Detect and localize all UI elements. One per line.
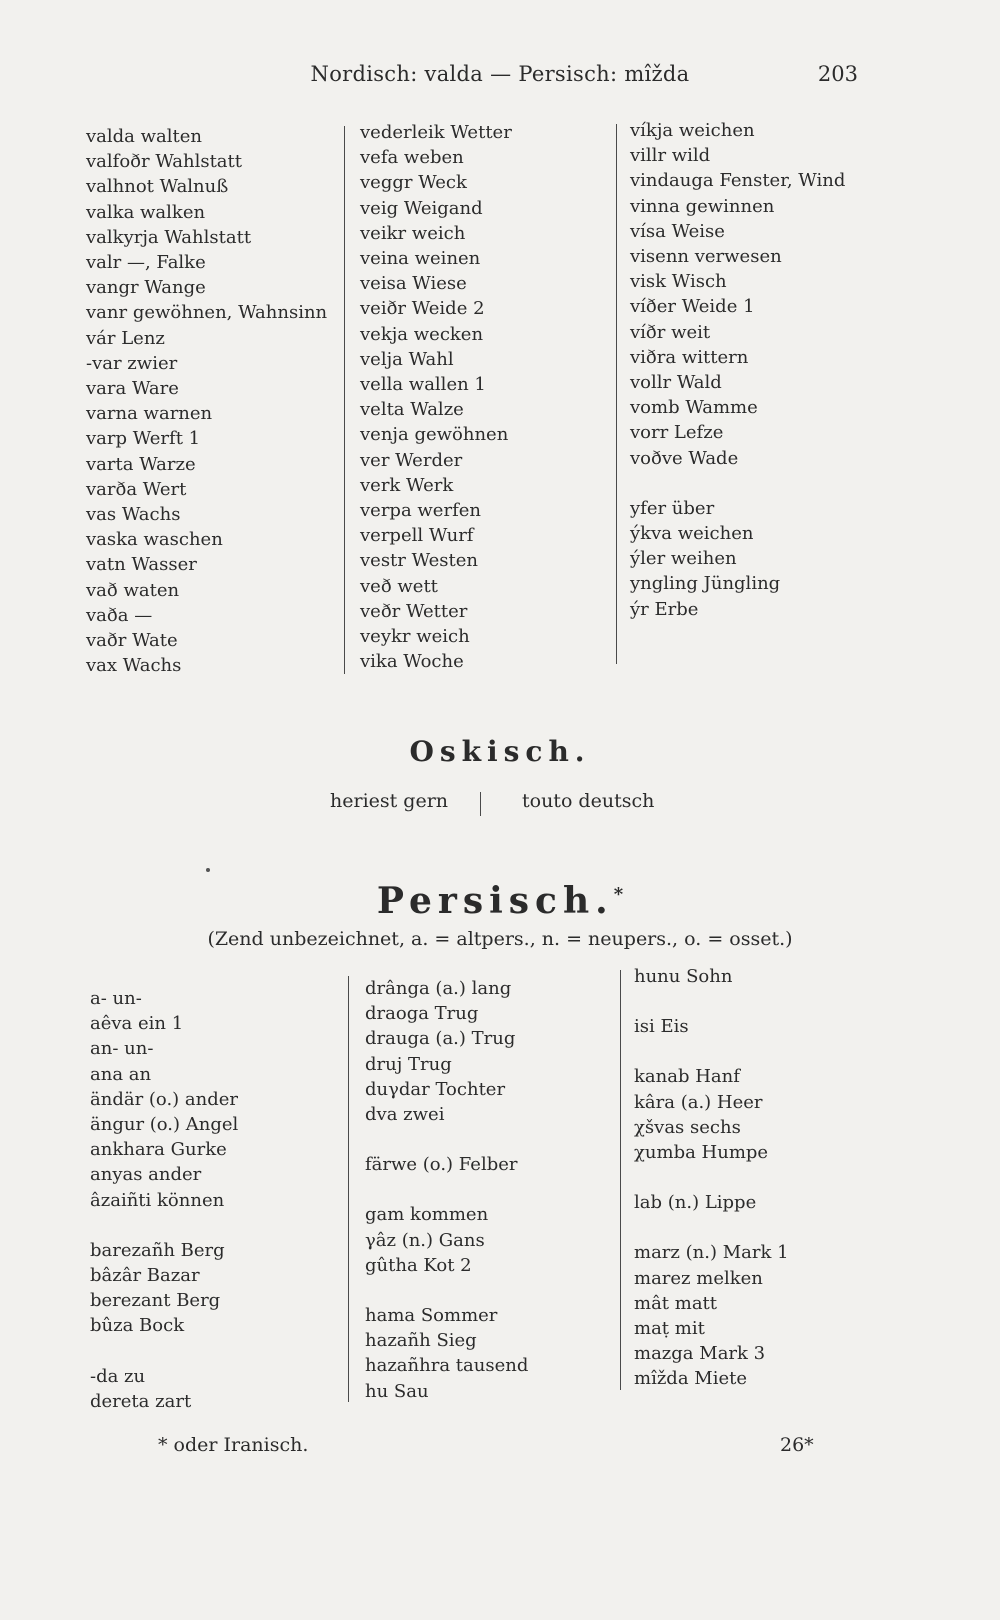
dictionary-entry: mât matt <box>634 1292 718 1314</box>
dictionary-entry: yfer über <box>630 497 715 519</box>
dictionary-entry: vaska waschen <box>86 529 223 551</box>
dictionary-entry: varna warnen <box>86 403 213 425</box>
dictionary-entry: varp Werft 1 <box>86 428 201 450</box>
dictionary-entry: χšvas sechs <box>634 1116 741 1138</box>
dictionary-entry: marz (n.) Mark 1 <box>634 1242 789 1264</box>
dictionary-entry: vella wallen 1 <box>360 374 486 396</box>
dictionary-entry: ýr Erbe <box>630 598 699 620</box>
dictionary-entry: villr wild <box>630 145 711 167</box>
dictionary-entry: vollr Wald <box>630 372 722 394</box>
persisch-column-2 <box>365 976 528 1404</box>
persisch-column-1-group <box>90 1364 238 1414</box>
dictionary-entry: velja Wahl <box>360 348 454 370</box>
persisch-column-2-group <box>365 1152 528 1177</box>
dictionary-entry: âzaiñti können <box>90 1189 225 1211</box>
nordisch-column-2 <box>360 120 512 674</box>
nordisch-column-1 <box>86 124 327 678</box>
dictionary-entry: vatn Wasser <box>86 554 197 576</box>
dictionary-entry: duγdar Tochter <box>365 1078 506 1100</box>
dictionary-entry: hu Sau <box>365 1380 429 1402</box>
dictionary-entry: bûza Bock <box>90 1315 185 1337</box>
dictionary-entry: kanab Hanf <box>634 1066 740 1088</box>
dictionary-entry: gûtha Kot 2 <box>365 1254 472 1276</box>
dictionary-entry: veikr weich <box>360 222 466 244</box>
dictionary-entry: barezañh Berg <box>90 1239 225 1261</box>
dictionary-entry: vika Woche <box>360 651 464 673</box>
dictionary-entry: vaða — <box>86 604 153 626</box>
persisch-column-3-group <box>634 964 789 989</box>
dictionary-entry: hunu Sohn <box>634 966 733 987</box>
dictionary-entry: ändär (o.) ander <box>90 1088 239 1110</box>
dictionary-entry: veig Weigand <box>360 197 483 219</box>
footnote-marker: * <box>613 884 624 905</box>
nordisch-column-3-group <box>630 118 845 471</box>
dictionary-entry: a- un- <box>90 988 142 1009</box>
dictionary-entry: ankhara Gurke <box>90 1139 227 1161</box>
dictionary-entry: hazañh Sieg <box>365 1330 477 1352</box>
dictionary-entry: -var zwier <box>86 352 178 374</box>
oskisch-entry: touto deutsch <box>522 790 655 812</box>
dictionary-entry: vísa Weise <box>630 220 725 242</box>
dictionary-entry: veð wett <box>360 575 438 597</box>
dictionary-entry: χumba Humpe <box>634 1142 769 1164</box>
dictionary-entry: vomb Wamme <box>630 397 758 419</box>
dictionary-entry: vefa weben <box>360 147 464 169</box>
dictionary-entry: vangr Wange <box>86 277 206 299</box>
dictionary-entry: visk Wisch <box>630 271 727 293</box>
running-title: Nordisch: valda — Persisch: mîžda <box>310 62 690 86</box>
persisch-column-3 <box>634 964 789 1392</box>
dictionary-entry: mazga Mark 3 <box>634 1343 766 1365</box>
persisch-column-3-group <box>634 1014 789 1039</box>
column-divider <box>344 126 345 674</box>
dictionary-entry: verpell Wurf <box>360 525 474 547</box>
dictionary-entry: an- un- <box>90 1038 154 1060</box>
page-number: 203 <box>817 62 858 86</box>
persisch-column-3-group <box>634 1190 789 1215</box>
dictionary-entry: drauga (a.) Trug <box>365 1028 516 1050</box>
persisch-column-2-group <box>365 1303 528 1404</box>
dictionary-entry: gam kommen <box>365 1204 489 1226</box>
dictionary-entry: veggr Weck <box>360 172 467 194</box>
dictionary-entry: verpa werfen <box>360 500 481 522</box>
dictionary-entry: ýkva weichen <box>630 523 754 545</box>
dictionary-entry: verk Werk <box>360 474 454 496</box>
ink-speck <box>206 868 210 872</box>
dictionary-entry: veiðr Weide 2 <box>360 298 485 320</box>
dictionary-entry: drânga (a.) lang <box>365 978 512 999</box>
dictionary-entry: vestr Westen <box>360 550 479 572</box>
page-header <box>0 62 1000 92</box>
dictionary-entry: bâzâr Bazar <box>90 1265 200 1287</box>
persisch-heading <box>0 880 1000 922</box>
dictionary-entry: varða Wert <box>86 478 187 500</box>
oskisch-heading: Oskisch. <box>409 735 591 768</box>
dictionary-entry: ana an <box>90 1063 152 1085</box>
dictionary-entry: víðr weit <box>630 321 711 343</box>
dictionary-entry: voðve Wade <box>630 447 739 469</box>
dictionary-entry: hama Sommer <box>365 1305 498 1327</box>
dictionary-entry: veðr Wetter <box>360 600 468 622</box>
column-divider <box>616 124 617 664</box>
column-divider <box>480 792 481 816</box>
dictionary-entry: dereta zart <box>90 1390 192 1412</box>
persisch-column-3-group <box>634 1064 789 1165</box>
dictionary-entry: valr —, Falke <box>86 252 206 274</box>
nordisch-column-3-group <box>630 496 845 622</box>
dictionary-entry: vara Ware <box>86 378 179 400</box>
dictionary-entry: venja gewöhnen <box>360 424 509 446</box>
persisch-column-1-group <box>90 986 238 1213</box>
column-divider <box>348 976 349 1402</box>
dictionary-entry: -da zu <box>90 1365 146 1387</box>
dictionary-entry: veykr weich <box>360 626 470 648</box>
dictionary-entry: kâra (a.) Heer <box>634 1091 763 1113</box>
dictionary-entry: vað waten <box>86 579 180 601</box>
sheet-signature: 26* <box>780 1434 814 1456</box>
dictionary-entry: aêva ein 1 <box>90 1013 184 1035</box>
dictionary-entry: vinna gewinnen <box>630 195 775 217</box>
dictionary-entry: víðer Weide 1 <box>630 296 755 318</box>
dictionary-entry: berezant Berg <box>90 1290 221 1312</box>
dictionary-entry: anyas ander <box>90 1164 202 1186</box>
dictionary-entry: färwe (o.) Felber <box>365 1154 518 1176</box>
dictionary-entry: hazañhra tausend <box>365 1355 529 1377</box>
dictionary-entry: draoga Trug <box>365 1003 479 1025</box>
dictionary-entry: vorr Lefze <box>630 422 724 444</box>
dictionary-entry: yngling Jüngling <box>630 573 781 595</box>
column-divider <box>620 970 621 1390</box>
dictionary-entry: isi Eis <box>634 1016 689 1038</box>
dictionary-entry: ver Werder <box>360 449 463 471</box>
dictionary-entry: druj Trug <box>365 1053 452 1075</box>
dictionary-entry: valkyrja Wahlstatt <box>86 226 252 248</box>
dictionary-entry: vekja wecken <box>360 323 484 345</box>
dictionary-entry: maṭ mit <box>634 1318 705 1340</box>
oskisch-entry: heriest gern <box>330 790 449 812</box>
dictionary-entry: víkja weichen <box>630 120 755 141</box>
persisch-abbreviation-note: (Zend unbezeichnet, a. = altpers., n. = neupers., o. = osset.) <box>207 928 793 950</box>
dictionary-entry: veisa Wiese <box>360 273 467 295</box>
dictionary-entry: valfoðr Wahlstatt <box>86 151 243 173</box>
dictionary-entry: visenn verwesen <box>630 246 782 268</box>
persisch-column-1-group <box>90 1238 238 1339</box>
dictionary-entry: valhnot Walnuß <box>86 176 229 198</box>
persisch-column-2-group <box>365 976 528 1127</box>
dictionary-entry: lab (n.) Lippe <box>634 1192 757 1214</box>
persisch-column-3-group <box>634 1240 789 1391</box>
persisch-column-1 <box>90 986 238 1414</box>
dictionary-entry: γâz (n.) Gans <box>365 1229 485 1251</box>
dictionary-entry: vaðr Wate <box>86 630 178 652</box>
persisch-heading-text: Persisch. <box>376 880 614 922</box>
dictionary-entry: marez melken <box>634 1267 763 1289</box>
dictionary-entry: vindauga Fenster, Wind <box>630 170 846 192</box>
footnote: * oder Iranisch. <box>158 1434 309 1456</box>
dictionary-entry: valka walken <box>86 201 206 223</box>
dictionary-entry: veina weinen <box>360 248 481 270</box>
persisch-column-2-group <box>365 1202 528 1278</box>
dictionary-entry: mîžda Miete <box>634 1368 748 1390</box>
dictionary-entry: velta Walze <box>360 399 464 421</box>
dictionary-entry: valda walten <box>86 126 203 147</box>
dictionary-entry: viðra wittern <box>630 346 749 368</box>
dictionary-entry: vanr gewöhnen, Wahnsinn <box>86 302 328 324</box>
dictionary-entry: vax Wachs <box>86 655 182 677</box>
nordisch-column-3 <box>630 118 845 622</box>
dictionary-entry: ängur (o.) Angel <box>90 1114 239 1136</box>
dictionary-entry: vár Lenz <box>86 327 165 349</box>
dictionary-entry: varta Warze <box>86 453 196 475</box>
dictionary-entry: ýler weihen <box>630 548 737 570</box>
dictionary-entry: vas Wachs <box>86 504 181 526</box>
dictionary-entry: dva zwei <box>365 1104 445 1126</box>
dictionary-entry: vederleik Wetter <box>360 122 512 143</box>
